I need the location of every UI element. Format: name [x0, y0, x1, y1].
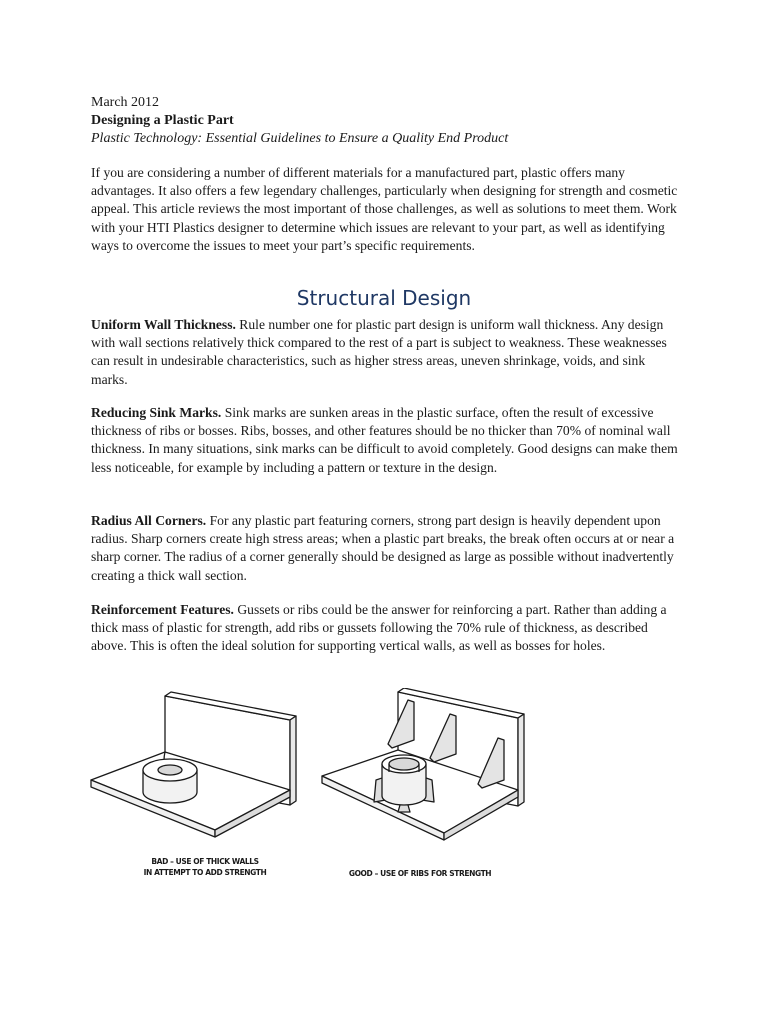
paragraph-sink-marks	[91, 404, 681, 477]
figure-bad-caption	[120, 856, 290, 878]
paragraph-text: For any plastic part featuring corners, strong part design is heavily dependent upon radius. Sharp corners create high stress areas; when a plastic part breaks, the break often occurs at or near a sharp corner. The radius of a corner generally should be designed as large as possible without inadvertently creating a thick wall section.	[91, 513, 675, 583]
paragraph-radius-corners	[91, 512, 681, 585]
paragraph-uniform-wall	[91, 316, 681, 389]
paragraph-text: Rule number one for plastic part design is uniform wall thickness. Any design with wall sections relatively thick compared to the rest of a part is subject to weakness. These weaknesses can result in undesirable characteristics, such as higher stress areas, uneven shrinkage, voids, and sink marks.	[91, 317, 667, 387]
figure-good-caption	[320, 868, 520, 879]
figure-bad-thick-walls	[85, 690, 305, 845]
paragraph-text: Sink marks are sunken areas in the plastic surface, often the result of excessive thickness of ribs or bosses. Ribs, bosses, and other features should be no thicker than 70% of nominal wall thickness. In many situations, sink marks can be difficult to avoid completely. Good designs can make them less noticeable, for example by including a pattern or texture in the design.	[91, 405, 678, 475]
figure-good-ribs	[318, 688, 533, 853]
paragraph-text: Gussets or ribs could be the answer for reinforcing a part. Rather than adding a thick mass of plastic for strength, add ribs or gussets following the 70% rule of thickness, as described above. This is often the ideal solution for supporting vertical walls, as well as bosses for holes.	[91, 602, 667, 654]
document-title: Designing a Plastic Part	[91, 113, 234, 128]
caption-line: GOOD – USE OF RIBS FOR STRENGTH	[348, 869, 492, 878]
paragraph-title: Radius All Corners.	[91, 513, 207, 528]
intro-paragraph: If you are considering a number of different materials for a manufactured part, plastic offers many advantages. It also offers a few legendary challenges, particularly when designing for strength and cosmetic appeal. This article reviews the most important of those challenges, as well as solutions to meet them. Work with your HTI Plastics designer to determine which issues are relevant to your part, as well as identifying ways to overcome the issues to meet your part’s specific requirements.	[91, 165, 678, 253]
paragraph-reinforcement	[91, 601, 681, 656]
document-date: March 2012	[91, 95, 160, 110]
caption-line: IN ATTEMPT TO ADD STRENGTH	[143, 868, 267, 877]
paragraph-title: Reinforcement Features.	[91, 602, 234, 617]
document-header	[91, 94, 508, 148]
section-heading: Structural Design	[296, 286, 472, 310]
paragraph-title: Reducing Sink Marks.	[91, 405, 222, 420]
paragraph-title: Uniform Wall Thickness.	[91, 317, 236, 332]
ribbed-part-illustration	[318, 688, 533, 853]
thick-wall-part-illustration	[85, 690, 305, 845]
document-subtitle: Plastic Technology: Essential Guidelines to Ensure a Quality End Product	[91, 131, 509, 146]
caption-line: BAD – USE OF THICK WALLS	[151, 857, 259, 866]
